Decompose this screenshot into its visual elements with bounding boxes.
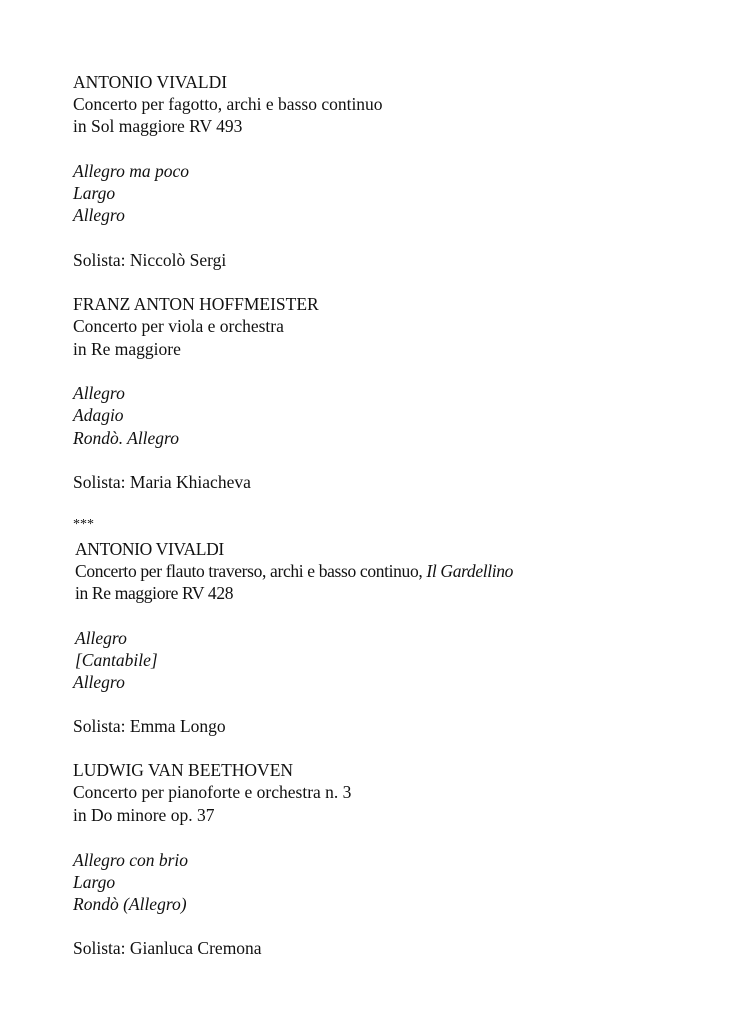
movement: [Cantabile] [75,650,158,670]
composer-name: ANTONIO VIVALDI [75,539,224,559]
composer-name: ANTONIO VIVALDI [73,72,228,92]
work-key: in Re maggiore [73,339,181,359]
section-separator: *** [73,517,94,532]
composer-name: FRANZ ANTON HOFFMEISTER [73,294,319,314]
movement: Allegro [73,672,125,692]
work-key: in Re maggiore RV 428 [75,583,234,603]
movement: Adagio [73,405,124,425]
soloist: Solista: Emma Longo [73,716,226,736]
work-title: Concerto per fagotto, archi e basso continuo [73,94,383,114]
work-title: Concerto per pianoforte e orchestra n. 3 [73,782,352,802]
work-key: in Do minore op. 37 [73,805,215,825]
movement: Allegro [73,383,125,403]
movement: Allegro [75,628,127,648]
soloist: Solista: Maria Khiacheva [73,472,251,492]
composer-name: LUDWIG VAN BEETHOVEN [73,760,294,780]
work-title-text: Concerto per flauto traverso, archi e basso continuo, [75,561,427,581]
work-title [75,560,513,582]
movement: Allegro ma poco [73,161,189,181]
work-key: in Sol maggiore RV 493 [73,116,243,136]
movement: Rondò (Allegro) [73,894,187,914]
movement: Largo [73,872,116,892]
movement: Rondò. Allegro [73,428,179,448]
movement: Allegro [73,205,125,225]
movement: Largo [73,183,116,203]
soloist: Solista: Gianluca Cremona [73,938,262,958]
soloist: Solista: Niccolò Sergi [73,250,227,270]
work-title: Concerto per viola e orchestra [73,316,284,336]
work-nickname: Il Gardellino [426,561,514,581]
movement: Allegro con brio [73,850,189,870]
